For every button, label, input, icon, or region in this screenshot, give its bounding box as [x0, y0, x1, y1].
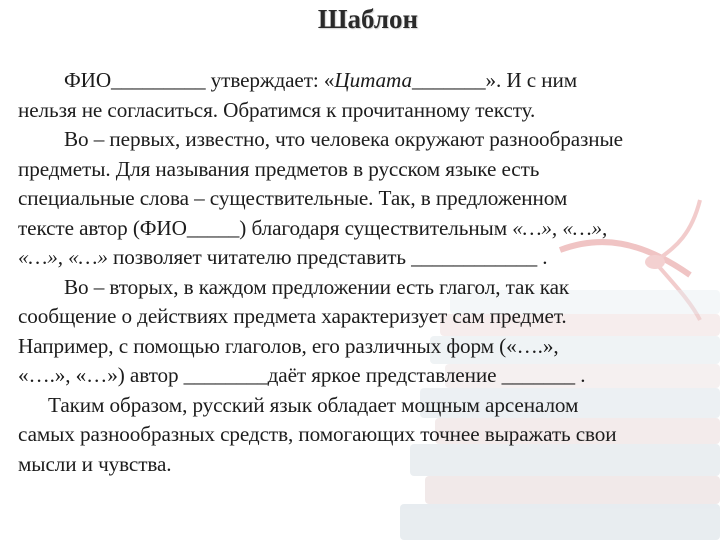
text-run: нельзя не согласиться. Обратимся к прочитанному тексту. — [18, 97, 536, 122]
template-text — [18, 66, 718, 479]
text-run: тексте автор (ФИО_____) благодаря существительным — [18, 215, 513, 240]
slide-title: Шаблон — [317, 4, 419, 34]
text-run: ФИО_________ утверждает: « — [64, 68, 335, 92]
text-line — [18, 420, 718, 450]
text-run: сообщение о действиях предмета характеризует сам предмет. — [18, 304, 567, 328]
text-line — [18, 273, 718, 303]
text-run: мысли и чувства. — [18, 451, 172, 476]
text-line — [18, 155, 718, 185]
text-run: позволяет читателю представить ____________ . — [107, 245, 548, 269]
text-run: предметы. Для называния предметов в русском языке есть — [18, 156, 540, 181]
italic-text: Цитата — [334, 68, 412, 92]
text-line — [18, 450, 718, 480]
text-run: Например, с помощью глаголов, его различных форм («….», — [18, 333, 559, 358]
text-run: специальные слова – существительные. Так, в предложенном — [18, 186, 568, 210]
text-line — [18, 302, 718, 332]
text-line — [18, 96, 718, 126]
italic-text: «…», «…», — [512, 215, 608, 240]
text-line — [18, 66, 718, 96]
text-run: _______». И с ним — [412, 68, 578, 92]
text-line — [18, 184, 718, 214]
text-line — [18, 361, 718, 391]
text-run: Во – первых, известно, что человека окружают разнообразные — [64, 127, 623, 151]
text-run: Во – вторых, в каждом предложении есть глагол, так как — [64, 274, 570, 299]
italic-text: «…», «…» — [18, 245, 108, 269]
text-line — [18, 243, 718, 273]
text-run: «….», «…») автор ________даёт яркое представление _______ . — [18, 363, 586, 387]
text-line — [18, 214, 718, 244]
text-line — [18, 391, 718, 421]
text-line — [18, 332, 718, 362]
text-line — [18, 125, 718, 155]
text-run: самых разнообразных средств, помогающих точнее выражать свои — [18, 422, 617, 446]
text-run: Таким образом, русский язык обладает мощным арсеналом — [48, 392, 579, 417]
